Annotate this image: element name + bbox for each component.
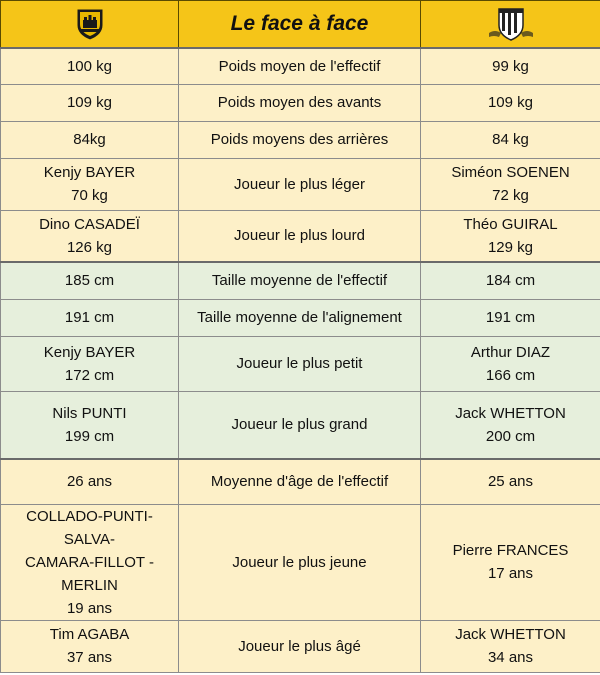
player-value: 166 cm [485, 366, 536, 384]
left-value: 185 cm [1, 262, 179, 299]
player-value: 199 cm [64, 427, 115, 445]
player-names-line: CAMARA-FILLOT - [25, 553, 154, 571]
left-value [1, 336, 179, 391]
row-label: Poids moyen des avants [179, 84, 421, 121]
player-value: 172 cm [64, 366, 115, 384]
right-value [421, 158, 600, 210]
table-row [1, 48, 600, 84]
header-row [1, 1, 600, 49]
table-row [1, 84, 600, 121]
row-label: Taille moyenne de l'effectif [179, 262, 421, 299]
right-team-logo-cell [421, 1, 600, 49]
player-name: Jack WHETTON [455, 626, 566, 643]
player-value: 34 ans [487, 649, 534, 666]
title-cell [179, 1, 421, 49]
player-name: Nils PUNTI [52, 404, 127, 422]
shield-logo-icon [74, 7, 106, 41]
table-row [1, 121, 600, 158]
player-value: 19 ans [66, 599, 113, 617]
row-label: Moyenne d'âge de l'effectif [179, 459, 421, 504]
row-label: Joueur le plus lourd [179, 210, 421, 262]
left-value [1, 210, 179, 262]
player-name: Pierre FRANCES [452, 542, 569, 559]
right-value [421, 210, 600, 262]
right-value [421, 620, 600, 672]
player-names-line: COLLADO-PUNTI-SALVA- [26, 507, 153, 548]
player-value: 200 cm [485, 427, 536, 445]
left-value: 191 cm [1, 299, 179, 336]
player-name: Théo GUIRAL [463, 215, 558, 233]
left-value [1, 620, 179, 672]
player-name: Tim AGABA [49, 626, 130, 643]
left-value [1, 158, 179, 210]
left-value: 109 kg [1, 84, 179, 121]
page-title: Le face à face [230, 11, 369, 35]
player-value: 37 ans [66, 649, 113, 666]
player-name: Dino CASADEÏ [39, 215, 140, 233]
right-value: 99 kg [421, 48, 600, 84]
player-names-line: MERLIN [61, 576, 118, 594]
row-label: Poids moyens des arrières [179, 121, 421, 158]
left-value: 84kg [1, 121, 179, 158]
right-value: 25 ans [421, 459, 600, 504]
row-label: Joueur le plus âgé [179, 620, 421, 672]
table-row [1, 336, 600, 391]
player-name: Jack WHETTON [455, 404, 566, 422]
row-label: Joueur le plus jeune [179, 504, 421, 620]
left-team-logo-cell [1, 1, 179, 49]
row-label: Joueur le plus léger [179, 158, 421, 210]
left-value: 26 ans [1, 459, 179, 504]
player-value: 70 kg [71, 187, 108, 204]
player-name: Siméon SOENEN [451, 164, 570, 181]
left-value [1, 504, 179, 620]
player-value: 126 kg [66, 238, 113, 256]
player-name: Arthur DIAZ [470, 343, 551, 361]
right-value [421, 391, 600, 459]
right-value [421, 336, 600, 391]
striped-shield-logo-icon [485, 7, 537, 41]
player-name: Kenjy BAYER [43, 164, 136, 181]
player-value: 17 ans [487, 565, 534, 582]
table-row [1, 459, 600, 504]
table-row [1, 210, 600, 262]
row-label: Taille moyenne de l'alignement [179, 299, 421, 336]
right-value: 84 kg [421, 121, 600, 158]
right-value: 191 cm [421, 299, 600, 336]
table-row [1, 262, 600, 299]
table-row [1, 391, 600, 459]
right-value [421, 504, 600, 620]
player-value: 129 kg [487, 238, 534, 256]
table-row [1, 158, 600, 210]
left-value [1, 391, 179, 459]
table-row [1, 504, 600, 620]
right-value: 184 cm [421, 262, 600, 299]
left-value: 100 kg [1, 48, 179, 84]
row-label: Joueur le plus petit [179, 336, 421, 391]
right-value: 109 kg [421, 84, 600, 121]
row-label: Poids moyen de l'effectif [179, 48, 421, 84]
row-label: Joueur le plus grand [179, 391, 421, 459]
table-row [1, 299, 600, 336]
table-row [1, 620, 600, 672]
player-name: Kenjy BAYER [43, 343, 136, 361]
player-value: 72 kg [492, 187, 529, 204]
